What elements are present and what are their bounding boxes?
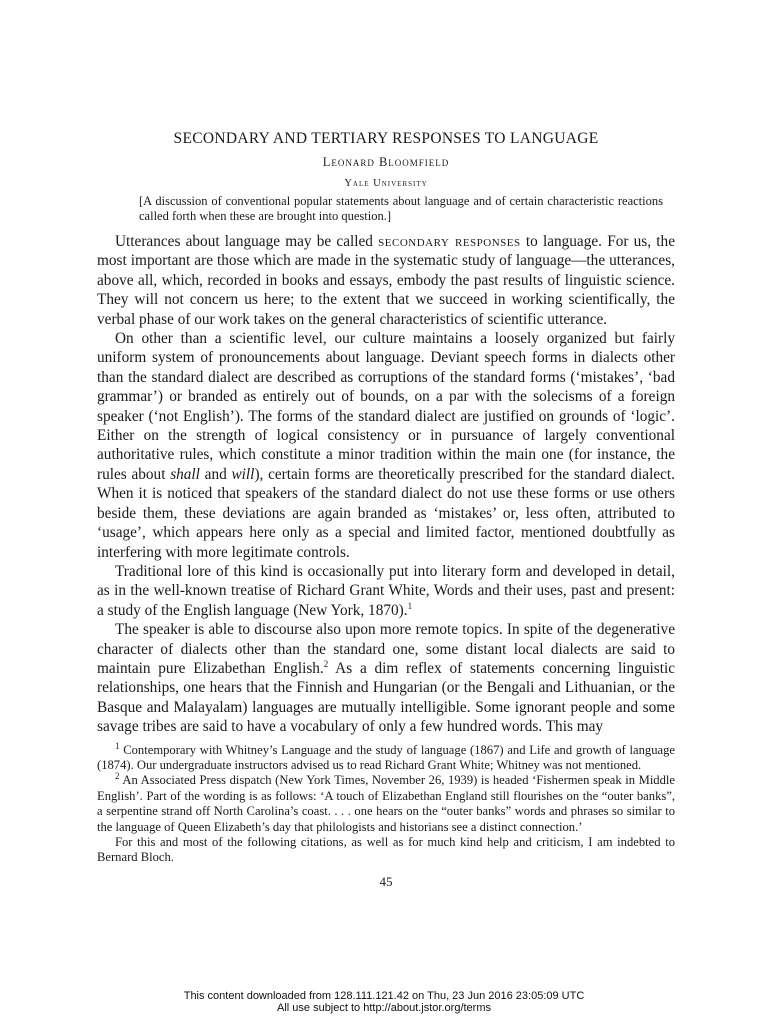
paragraph-2: On other than a scientific level, our culture maintains a loosely organized but fairly uniform system of pronouncements about language. Deviant speech forms in dialects other than the standard dialect are described as corruptions of the standard forms (‘mistakes’, ‘bad grammar’) or branded as entirely out of bounds, on a par with the solecisms of a foreign speaker (‘not English’). The forms of the standard dialect are justified on grounds of ‘logic’. Either on the strength of logical consistency or in pursuance of largely conventional authoritative rules, which constitute a minor tradition within the main one (for instance, the rules about shall and will), certain forms are theoretically prescribed for the standard dialect. When it is noticed that speakers of the standard dialect do not use these forms or use others beside them, these deviations are again branded as ‘mistakes’ or, less often, attributed to ‘usage’, which appears here only as a special and limited factor, mentioned doubtfully as interfering with more legitimate controls. bbox=[97, 330, 675, 561]
terms-link[interactable]: All use subject to http://about.jstor.org/terms bbox=[277, 1002, 491, 1014]
word-shall: shall bbox=[170, 465, 200, 483]
footnote-acknowledgement: For this and most of the following citations, as well as for much kind help and criticism, I am indebted to Bernard Bloch. bbox=[97, 835, 675, 865]
footnote-2: $^2$ An Associated Press dispatch (New York Times, November 26, 1939) is headed ‘Fishermen speak in Middle English’. Part of the wording is as follows: ‘A touch of Elizabethan England still flourishes on the “outer banks”, a serpentine strand off North Carolina’s coast. . . . one hears on the “outer banks” words and phrases so similar to the language of Queen Elizabeth’s day that philologists and historians see a distinct connection.’ bbox=[97, 771, 675, 834]
word-will: will bbox=[231, 465, 255, 483]
paragraph-4: The speaker is able to discourse also upon more remote topics. In spite of the degenerative character of dialects other than the standard one, some distant local dialects are said to maintain pure Elizabethan English.$^2$ As a dim reflex of statements concerning linguistic relationships, one hears that the Finnish and Hungarian (or the Bengali and Lithuanian, or the Basque and Malayalam) languages are mutually intelligible. Some ignorant people and some savage tribes are said to have a vocabulary of only a few hundred words. This may bbox=[97, 621, 675, 736]
footnote-1: $^1$ Contemporary with Whitney’s Language and the study of language (1867) and Life and growth of language (1874). Our undergraduate instructors advised us to read Richard Grant White; Whitney was not mentioned. bbox=[97, 740, 675, 772]
article-body bbox=[97, 232, 675, 737]
article-page bbox=[97, 130, 675, 890]
footnotes bbox=[97, 740, 675, 866]
jstor-notice bbox=[0, 990, 768, 1014]
author-name: Leonard Bloomfield bbox=[322, 155, 450, 169]
footnote-ref-1: 1 bbox=[407, 600, 413, 611]
term-secondary-responses: secondary responses bbox=[378, 233, 521, 250]
paragraph-3: Traditional lore of this kind is occasionally put into literary form and developed in detail, as in the well-known treatise of Richard Grant White, Words and their uses, past and present: a study of the English language (New York, 1870).$^1$ bbox=[97, 562, 675, 619]
author-affiliation: Yale University bbox=[344, 178, 428, 189]
download-info: This content downloaded from 128.111.121.42 on Thu, 23 Jun 2016 23:05:09 UTC bbox=[183, 990, 585, 1002]
footnote-ref-2: 2 bbox=[323, 658, 329, 669]
abstract: [A discussion of conventional popular statements about language and of certain characteristic reactions called forth when these are brought into question.] bbox=[139, 194, 663, 223]
article-title: SECONDARY AND TERTIARY RESPONSES TO LANGUAGE bbox=[173, 130, 599, 147]
paragraph-1: Utterances about language may be called secondary responses to language. For us, the most important are those which are made in the systematic study of language—the utterances, above all, which, recorded in books and essays, embody the past results of linguistic science. They will not concern us here; to the extent that we succeed in working scientifically, the verbal phase of our work takes on the general characteristics of scientific utterance. bbox=[97, 233, 675, 328]
page-number: 45 bbox=[379, 873, 393, 889]
